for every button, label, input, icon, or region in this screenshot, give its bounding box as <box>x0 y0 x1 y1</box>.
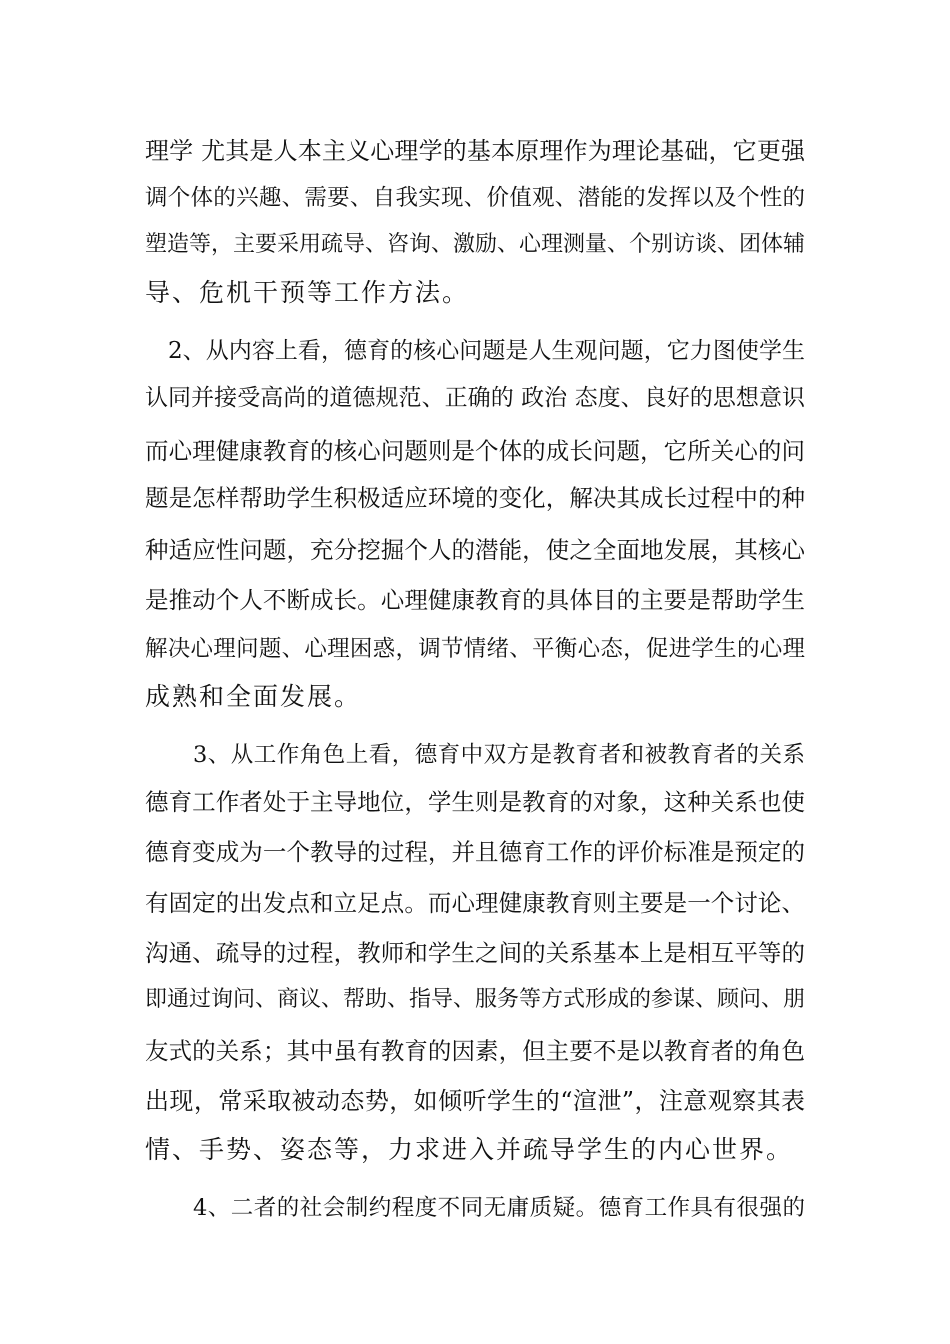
text-line: 4、二者的社会制约程度不同无庸质疑。德育工作具有很强的 <box>193 1195 805 1221</box>
text-line: 德育变成为一个教导的过程，并且德育工作的评价标准是预定的 <box>145 838 805 866</box>
text-line: 而心理健康教育的核心问题则是个体的成长问题，它所关心的问 <box>145 437 805 465</box>
text-line: 解决心理问题、心理困惑，调节情绪、平衡心态，促进学生的心理 <box>145 636 805 662</box>
text-line: 德育工作者处于主导地位，学生则是教育的对象，这种关系也使 <box>145 788 805 816</box>
text-line: 出现，常采取被动态势，如倾听学生的“渲泄”，注意观察其表 <box>145 1087 805 1115</box>
text-line: 3、从工作角色上看，德育中双方是教育者和被教育者的关系 <box>193 742 805 768</box>
text-line: 塑造等，主要采用疏导、咨询、激励、心理测量、个别访谈、团体辅 <box>145 232 806 257</box>
text-line: 成熟和全面发展。 <box>145 682 362 711</box>
text-line: 调个体的兴趣、需要、自我实现、价值观、潜能的发挥以及个性的 <box>145 185 805 211</box>
text-line: 2、从内容上看，德育的核心问题是人生观问题，它力图使学生 <box>168 338 805 364</box>
text-line: 情、手势、姿态等，力求进入并疏导学生的内心世界。 <box>145 1135 794 1164</box>
text-line: 是推动个人不断成长。心理健康教育的具体目的主要是帮助学生 <box>145 586 805 614</box>
text-line: 认同并接受高尚的道德规范、正确的 政治 态度、良好的思想意识 <box>145 385 805 411</box>
text-line: 题是怎样帮助学生积极适应环境的变化，解决其成长过程中的种 <box>145 484 805 512</box>
text-line: 种适应性问题，充分挖掘个人的潜能，使之全面地发展，其核心 <box>145 536 805 564</box>
text-line: 即通过询问、商议、帮助、指导、服务等方式形成的参谋、顾问、朋 <box>145 987 806 1012</box>
text-line: 有固定的出发点和立足点。而心理健康教育则主要是一个讨论、 <box>145 889 805 917</box>
text-line: 导、危机干预等工作方法。 <box>145 278 470 307</box>
text-line: 理学 尤其是人本主义心理学的基本原理作为理论基础，它更强 <box>145 137 805 165</box>
text-line: 友式的关系；其中虽有教育的因素，但主要不是以教育者的角色 <box>145 1037 805 1065</box>
text-line: 沟通、疏导的过程，教师和学生之间的关系基本上是相互平等的 <box>145 939 805 967</box>
